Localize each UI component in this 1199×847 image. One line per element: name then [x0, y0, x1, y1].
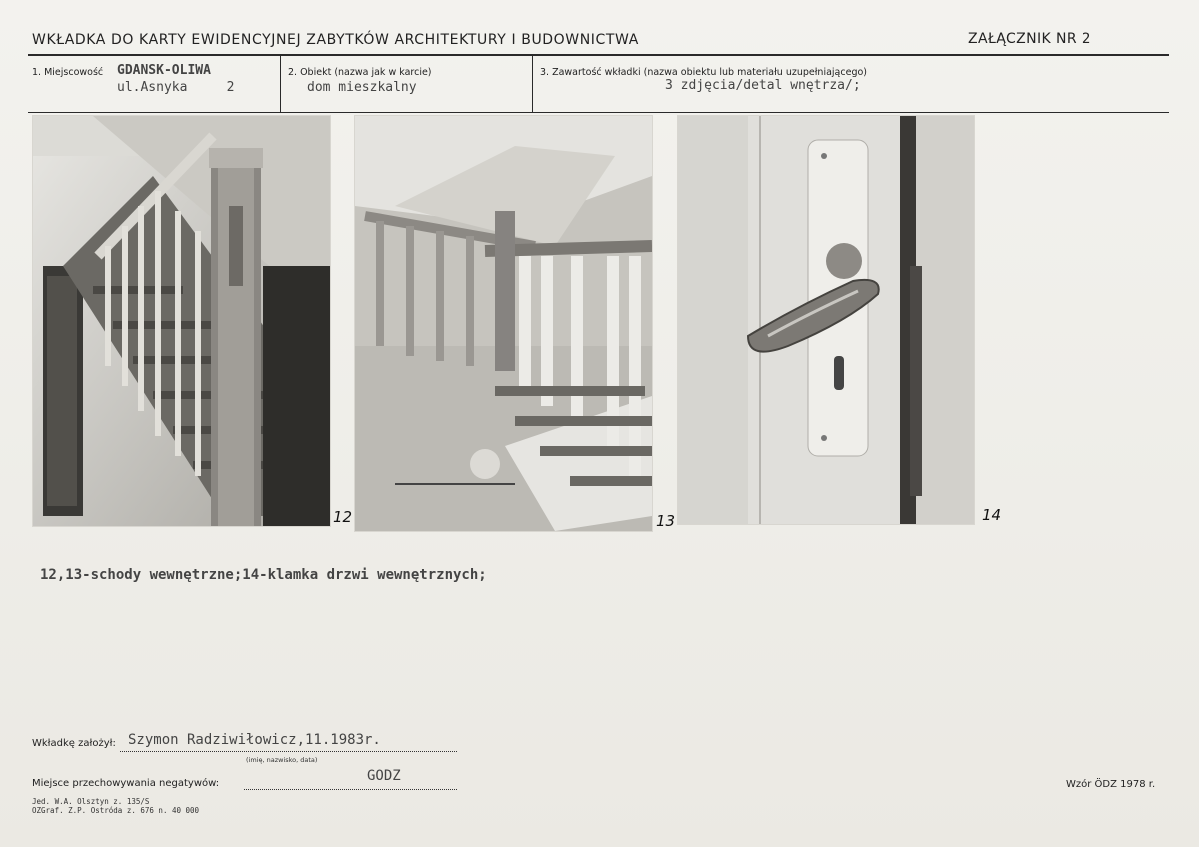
photo-number-12: 12	[333, 508, 353, 526]
top-rule	[28, 54, 1169, 56]
negatives-dotline	[244, 789, 457, 790]
locality-label: 1. Miejscowość	[32, 67, 104, 78]
annex-label	[968, 31, 1091, 47]
founder-value: Szymon Radziwiłowicz,11.1983r.	[128, 732, 381, 748]
print-info-line-2: OZGraf. Z.P. Ostróda z. 676 n. 40 000	[32, 806, 200, 815]
negatives-label: Miejsce przechowywania negatywów:	[32, 778, 220, 789]
contents-value: 3 zdjęcia/detal wnętrza/;	[665, 78, 861, 93]
document-title: WKŁADKA DO KARTY EWIDENCYJNEJ ZABYTKÓW ARCHITEKTURY I BUDOWNICTWA	[32, 32, 639, 48]
founder-sublabel: (imię, nazwisko, data)	[246, 756, 318, 764]
object-value: dom mieszkalny	[307, 80, 417, 95]
founder-label: Wkładkę założył:	[32, 738, 116, 749]
print-info-line-1: Jed. W.A. Olsztyn z. 135/S	[32, 797, 150, 806]
photo-door-handle	[678, 116, 974, 524]
photo-staircase-newel	[33, 116, 330, 526]
photo-caption: 12,13-schody wewnętrzne;14-klamka drzwi wewnętrznych;	[40, 567, 487, 583]
founder-dotline	[120, 751, 457, 752]
photo-staircase-balusters	[355, 116, 652, 531]
photo-number-14: 14	[982, 506, 1002, 524]
locality-value: GDANSK-OLIWA	[117, 63, 211, 78]
negatives-value: GODZ	[367, 768, 401, 784]
field-divider	[280, 56, 281, 112]
field-divider	[532, 56, 533, 112]
header-bottom-rule	[28, 112, 1169, 113]
print-info	[32, 797, 199, 815]
contents-label: 3. Zawartość wkładki (nazwa obiektu lub materiału uzupełniającego)	[540, 67, 867, 78]
photo-number-13: 13	[656, 512, 676, 530]
annex-label-text: ZAŁĄCZNIK NR	[968, 31, 1077, 47]
address-value: ul.Asnyka 2	[117, 80, 235, 95]
object-label: 2. Obiekt (nazwa jak w karcie)	[288, 67, 432, 78]
template-mark: Wzór ÖDZ 1978 r.	[1066, 779, 1156, 790]
annex-number: 2	[1081, 31, 1091, 47]
